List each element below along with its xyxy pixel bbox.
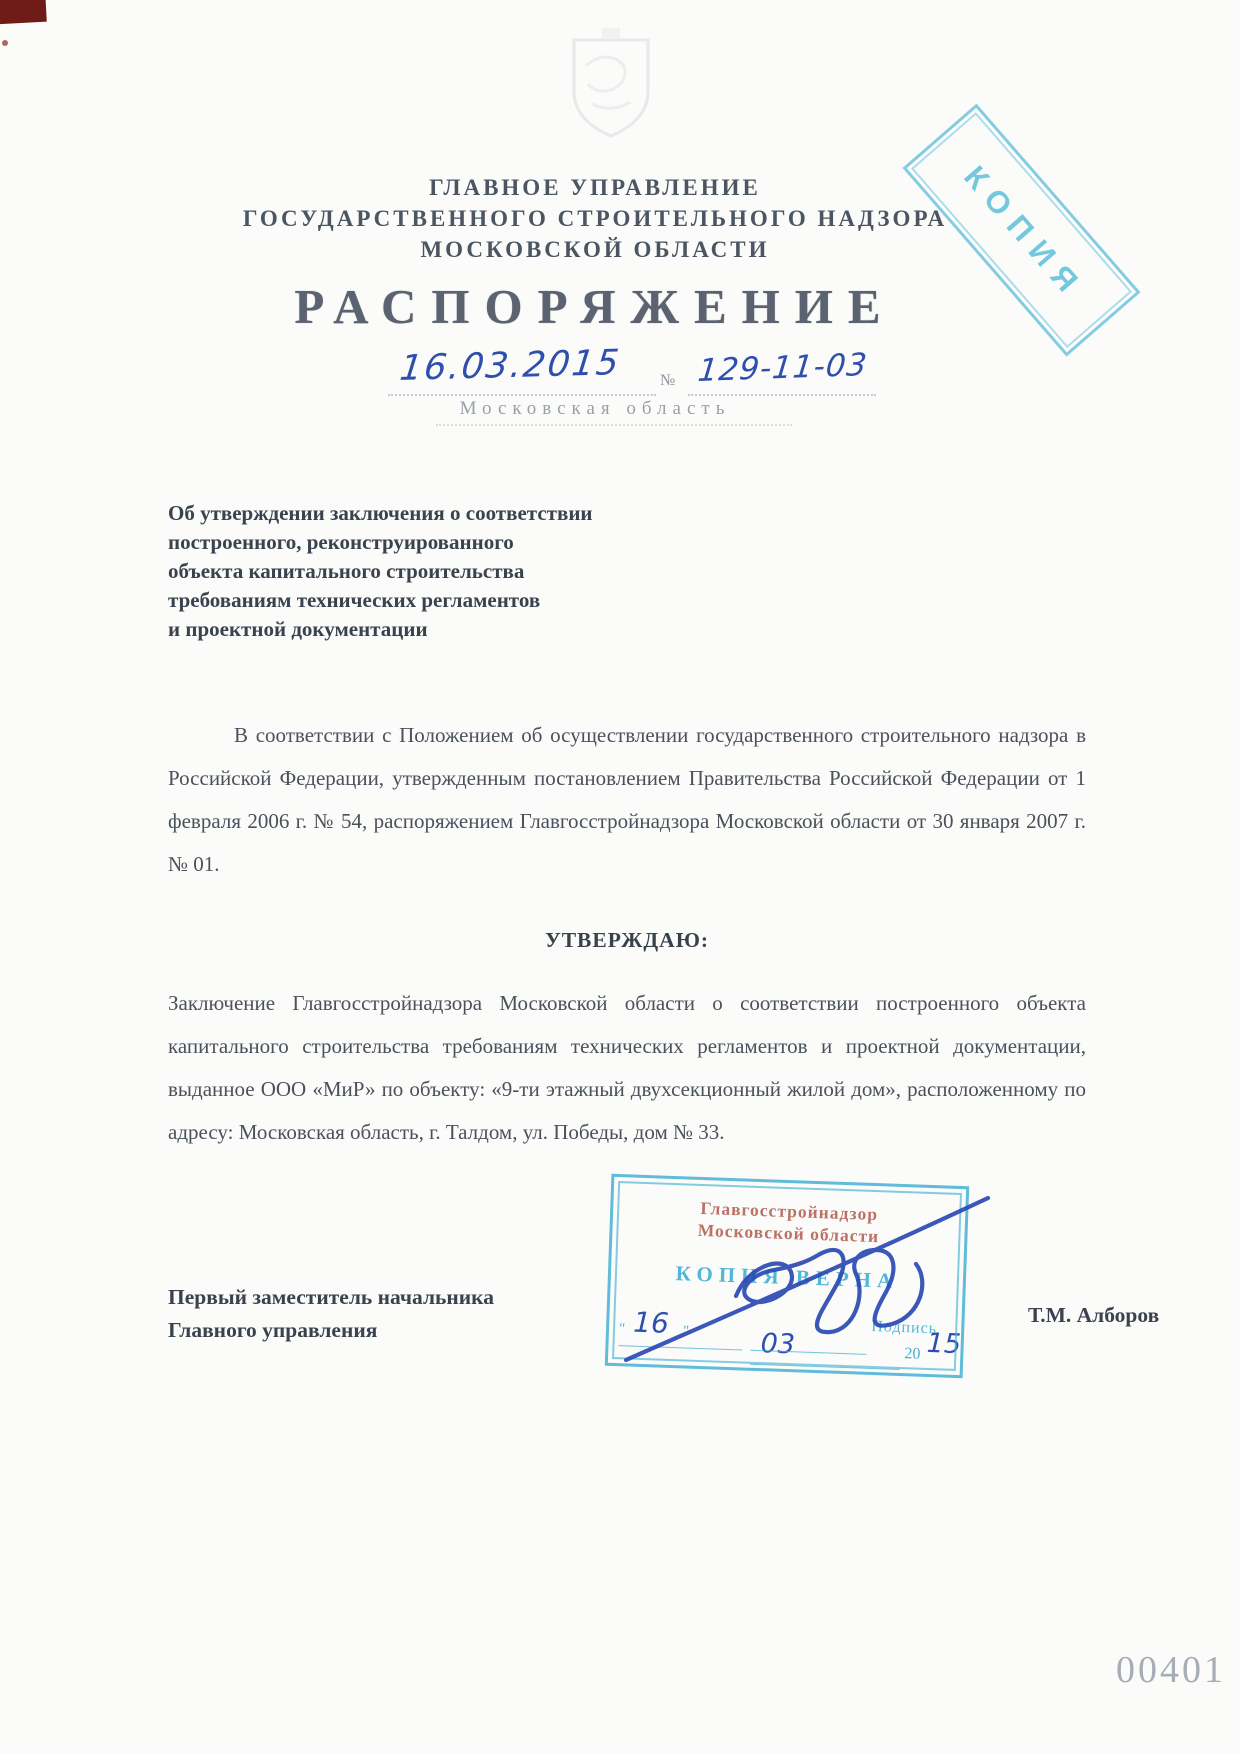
- stamp-signature-label: Подпись: [870, 1317, 938, 1338]
- stamp-year-handwritten: 15: [926, 1327, 962, 1361]
- body-paragraph-1: В соответствии с Положением об осуществлении государственного строительного надзора в Российской Федерации, утвержденным постановлением Правительства Российской Федерации от 1 февраля 2006 г. № 54, распоряжением Главгосстройнадзора Московской области от 30 января 2007 г. № 01.: [168, 723, 1086, 876]
- body-paragraph-2: Заключение Главгосстройнадзора Московской области о соответствии построенного объекта капитального строительства требованиям технических регламентов и проектной документации, выданное ООО «МиР» по объекту: «9-ти этажный двухсекционный жилой дом», расположенному по адресу: Московская область, г. Талдом, ул. Победы, дом № 33.: [168, 991, 1086, 1144]
- number-underline: [688, 394, 876, 396]
- subject-line: построенного, реконструированного: [168, 530, 514, 554]
- coat-of-arms-watermark: [552, 26, 670, 142]
- region-line: Московская область: [459, 398, 731, 419]
- official-position-line2: Главного управления: [168, 1318, 378, 1342]
- subject-line: Об утверждении заключения о соответствии: [168, 501, 593, 525]
- official-name: Т.М. Алборов: [1028, 1303, 1160, 1327]
- stamp-year-printed: 20: [904, 1345, 921, 1363]
- handwritten-number: 129-11-03: [696, 346, 870, 390]
- org-header-line2: ГОСУДАРСТВЕННОГО СТРОИТЕЛЬНОГО НАДЗОРА: [242, 206, 948, 231]
- org-header-line1: ГЛАВНОЕ УПРАВЛЕНИЕ: [429, 175, 761, 200]
- subject-line: объекта капитального строительства: [168, 559, 525, 583]
- number-sign: №: [660, 372, 676, 389]
- stamp-close-quote: ": [682, 1323, 690, 1340]
- page-number: 00401: [1116, 1649, 1226, 1691]
- approve-heading: УТВЕРЖДАЮ:: [544, 928, 710, 952]
- subject-line: требованиям технических регламентов: [168, 588, 541, 612]
- handwritten-date: 16.03.2015: [397, 343, 623, 389]
- stamp-month-handwritten: 03: [760, 1328, 796, 1361]
- doc-title: РАСПОРЯЖЕНИЕ: [294, 279, 896, 334]
- stamp-open-quote: ": [618, 1321, 626, 1338]
- scan-artifact-corner: [0, 0, 47, 24]
- scan-artifact-dot: [2, 40, 8, 46]
- region-underline: [436, 424, 792, 426]
- subject-block: [168, 499, 808, 644]
- stamp-copy-verified: КОПИЯ ВЕРНА: [675, 1261, 899, 1293]
- org-header-line3: МОСКОВСКОЙ ОБЛАСТИ: [420, 237, 770, 262]
- official-position: [168, 1281, 688, 1347]
- date-underline: [388, 394, 656, 396]
- stamp-org-line1: Главгосстройнадзор: [700, 1197, 879, 1225]
- stamp-day-handwritten: 16: [632, 1305, 670, 1340]
- copy-corner-stamp-label: КОПИЯ: [957, 159, 1092, 307]
- subject-line: и проектной документации: [168, 617, 428, 641]
- stamp-org-line2: Московской области: [697, 1219, 880, 1247]
- official-position-line1: Первый заместитель начальника: [168, 1285, 494, 1309]
